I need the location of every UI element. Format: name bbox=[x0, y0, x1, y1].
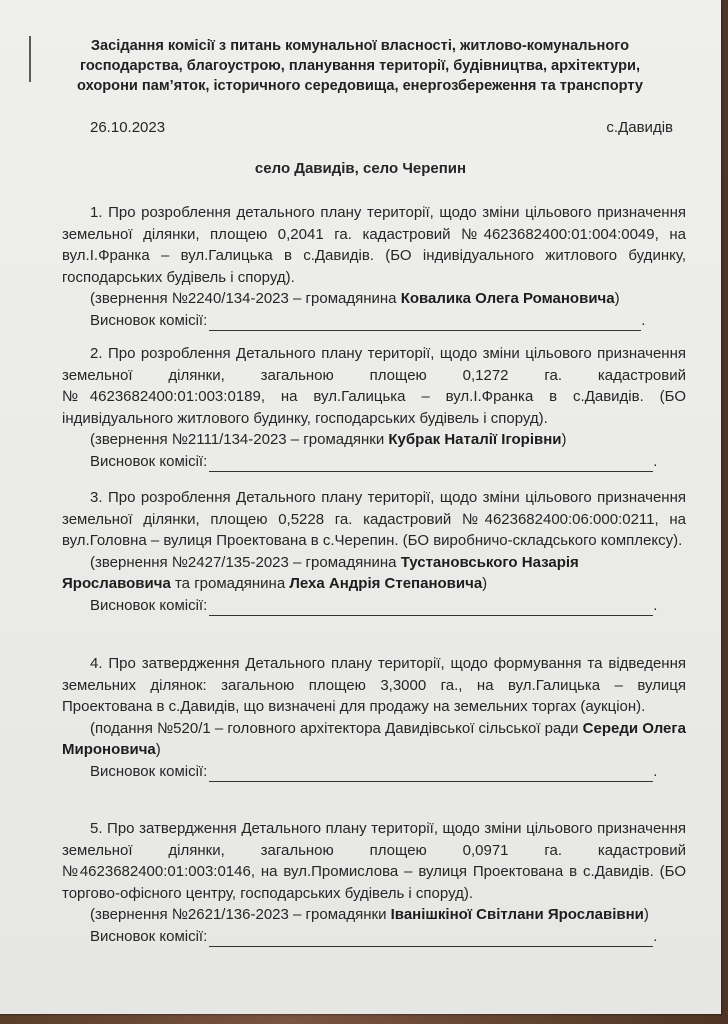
commission-conclusion bbox=[90, 595, 686, 617]
conclusion-label: Висновок комісії: bbox=[90, 596, 208, 614]
conclusion-blank-line[interactable] bbox=[209, 931, 653, 947]
request-text: (звернення №2427/135-2023 – громадянина bbox=[90, 553, 401, 571]
agenda-item bbox=[62, 202, 686, 331]
conclusion-blank-line[interactable] bbox=[209, 600, 653, 616]
conclusion-blank-line[interactable] bbox=[209, 456, 653, 472]
margin-mark bbox=[29, 36, 31, 82]
request-text: (звернення №2621/136-2023 – громадянки bbox=[90, 906, 391, 923]
applicant-name: Кубрак Наталії Ігорівни bbox=[388, 431, 562, 448]
applicant-name: Іванішкіної Світлани Ярославівни bbox=[390, 906, 644, 923]
request-end: ) bbox=[561, 431, 567, 448]
commission-conclusion bbox=[90, 926, 686, 948]
conclusion-label: Висновок комісії: bbox=[90, 762, 208, 780]
conclusion-label: Висновок комісії: bbox=[90, 452, 208, 470]
item-text: 4. Про затвердження Детального плану території, щодо формування та відведення земельних ділянок: загальною площею 3,3000 га., на вул.Галицька – вулиця Проектована в с.Давидів, що визначені для продажу на земельних торгах (аукціон). bbox=[62, 655, 686, 715]
agenda-item bbox=[62, 487, 686, 616]
item-request bbox=[62, 718, 686, 761]
applicant-name: Тустановського Назарія Ярославовича bbox=[62, 553, 579, 592]
conclusion-label: Висновок комісії: bbox=[90, 927, 208, 945]
item-request bbox=[62, 429, 686, 451]
conclusion-end: . bbox=[653, 452, 658, 470]
conclusion-end: . bbox=[653, 596, 658, 614]
applicant-name: Леха Андрія Степановича bbox=[289, 575, 483, 592]
commission-conclusion bbox=[90, 451, 686, 473]
request-end: ) bbox=[614, 290, 620, 307]
conclusion-end: . bbox=[653, 927, 658, 945]
meeting-date: 26.10.2023 bbox=[90, 119, 166, 136]
request-text: та громадянина bbox=[170, 575, 290, 592]
agenda-item bbox=[62, 818, 686, 947]
request-text: (звернення №2111/134-2023 – громадянки bbox=[90, 431, 389, 448]
item-request bbox=[62, 552, 686, 595]
request-end: ) bbox=[482, 575, 488, 592]
conclusion-blank-line[interactable] bbox=[209, 766, 653, 782]
conclusion-label: Висновок комісії: bbox=[90, 311, 208, 329]
request-end: ) bbox=[643, 906, 649, 923]
applicant-name: Середи Олега Мироновича bbox=[62, 719, 686, 758]
request-end: ) bbox=[155, 741, 161, 758]
commission-conclusion bbox=[90, 310, 686, 332]
commission-conclusion bbox=[90, 761, 686, 783]
document-header: Засідання комісії з питань комунальної власності, житлово-комунального господарства, благоустрою, планування території, будівництва, архітектури, охорони пам’яток, історичного середовища, енергозбереження та транспорту bbox=[77, 38, 643, 94]
request-text: (звернення №2240/134-2023 – громадянина bbox=[90, 290, 401, 307]
agenda-item bbox=[62, 653, 686, 782]
applicant-name: Ковалика Олега Романовича bbox=[400, 290, 615, 307]
meeting-place: с.Давидів bbox=[606, 119, 673, 136]
item-request bbox=[62, 904, 686, 926]
conclusion-end: . bbox=[641, 311, 646, 329]
item-text: 3. Про розроблення Детального плану території, щодо зміни цільового призначення земельної ділянки, площею 0,5228 га. кадастровий №4623682400:06:000:0211, на вул.Головна – вулиця Проектована в с.Черепин. (БО виробничо-складського комплексу). bbox=[62, 489, 686, 549]
conclusion-end: . bbox=[653, 762, 658, 780]
item-text: 5. Про затвердження Детального плану території, щодо зміни цільового призначення земельної ділянки, загальною площею 0,0971 га. кадастровий №4623682400:01:003:0146, на вул.Промислова – вулиця Проектована в с.Давидів. (БО торгово-офісного центру, господарських будівель і споруд). bbox=[62, 820, 686, 902]
conclusion-blank-line[interactable] bbox=[209, 315, 641, 331]
section-subtitle: село Давидів, село Черепин bbox=[254, 160, 467, 177]
item-text: 2. Про розроблення Детального плану території, щодо зміни цільового призначення земельної ділянки, загальною площею 0,1272 га. кадастровий №4623682400:01:003:0189, на вул.Галицька – вул.І.Франка в с.Давидів. (БО індивідуального житлового будинку, господарських будівель і споруд). bbox=[62, 345, 686, 427]
request-text: (подання №520/1 – головного архітектора Давидівської сільської ради bbox=[90, 719, 583, 737]
agenda-item bbox=[62, 343, 686, 472]
date-place-row bbox=[90, 119, 673, 136]
item-text: 1. Про розроблення детального плану території, щодо зміни цільового призначення земельної ділянки, площею 0,2041 га. кадастровий №4623682400:01:004:0049, на вул.І.Франка – вул.Галицька в с.Давидів. (БО індивідуального житлового будинку, господарських будівель і споруд). bbox=[62, 204, 686, 286]
item-request bbox=[62, 288, 686, 310]
